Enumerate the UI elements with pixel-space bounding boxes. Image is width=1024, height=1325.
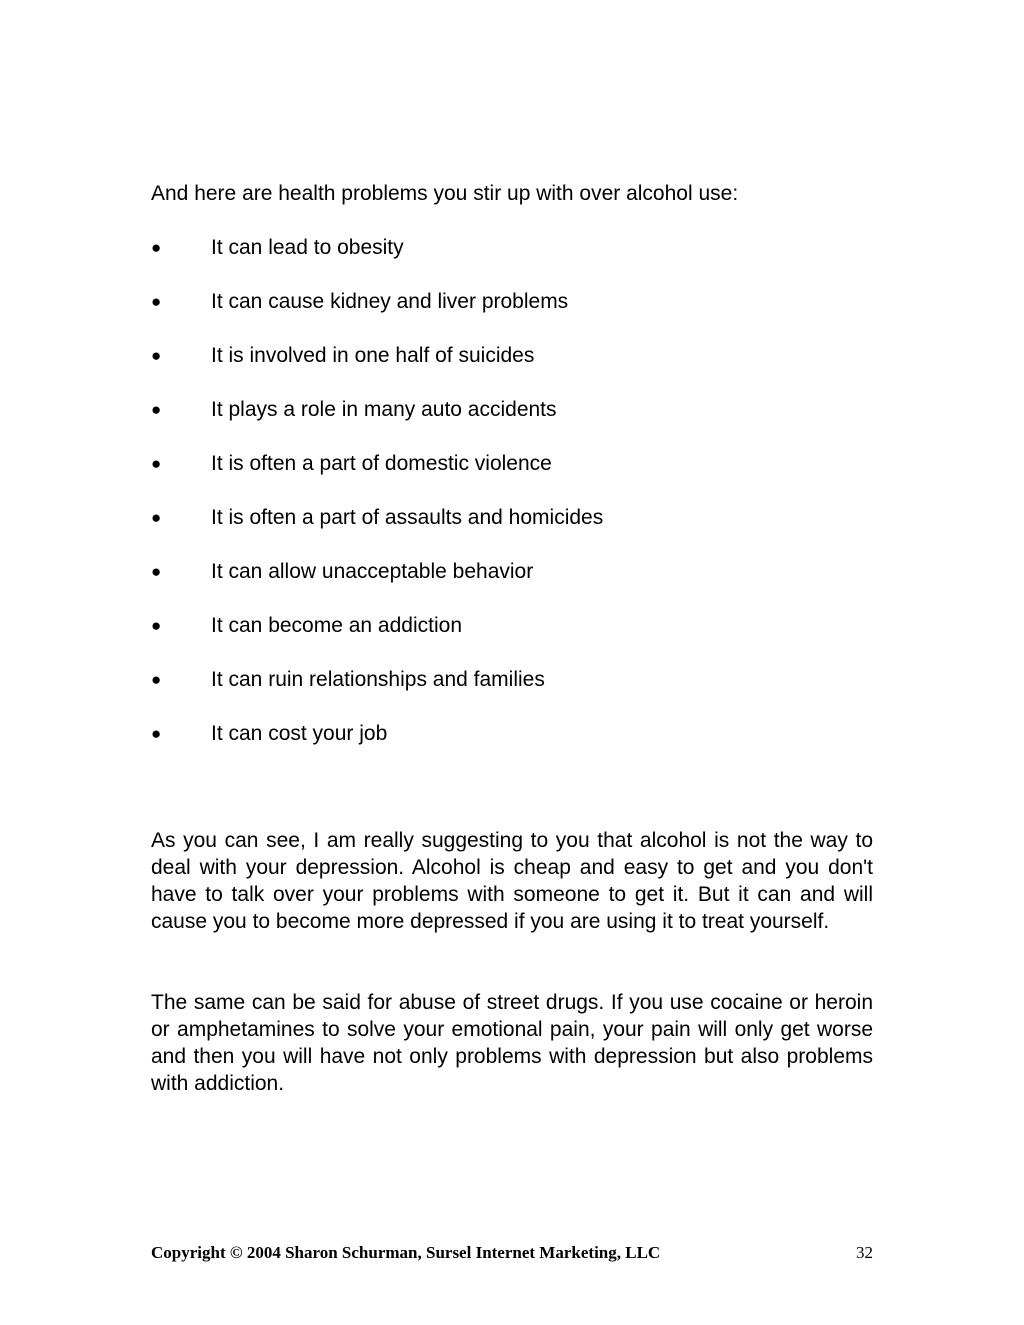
- bullet-icon: ●: [151, 616, 162, 635]
- list-item-text: It can become an addiction: [211, 614, 462, 637]
- list-item-text: It can ruin relationships and families: [211, 668, 545, 691]
- list-item-text: It is involved in one half of suicides: [211, 344, 535, 367]
- body-paragraph-alcohol: As you can see, I am really suggesting to you that alcohol is not the way to deal with your depression. Alcohol is cheap and easy to get and you don't have to talk over your problems with someone to get it. But it can and will cause you to become more depressed if you are using it to treat yourself.: [151, 829, 873, 933]
- page-number: 32: [856, 1243, 873, 1262]
- bullet-icon: ●: [151, 454, 162, 473]
- bullet-icon: ●: [151, 400, 162, 419]
- bullet-icon: ●: [151, 724, 162, 743]
- list-item-text: It can lead to obesity: [211, 236, 404, 259]
- body-paragraph-street-drugs: The same can be said for abuse of street drugs. If you use cocaine or heroin or amphetamines to solve your emotional pain, your pain will only get worse and then you will have not only problems with depression but also problems with addiction.: [151, 991, 873, 1095]
- bullet-icon: ●: [151, 238, 162, 257]
- bullet-icon: ●: [151, 562, 162, 581]
- list-item-text: It plays a role in many auto accidents: [211, 398, 557, 421]
- list-item-text: It can allow unacceptable behavior: [211, 560, 534, 583]
- intro-sentence: And here are health problems you stir up with over alcohol use:: [151, 182, 739, 205]
- list-item-text: It is often a part of domestic violence: [211, 452, 552, 475]
- list-item-text: It can cause kidney and liver problems: [211, 290, 569, 313]
- list-item-text: It can cost your job: [211, 722, 388, 745]
- footer-copyright: Copyright © 2004 Sharon Schurman, Sursel Internet Marketing, LLC: [151, 1243, 661, 1262]
- bullet-icon: ●: [151, 508, 162, 527]
- bullet-icon: ●: [151, 346, 162, 365]
- list-item-text: It is often a part of assaults and homicides: [211, 506, 604, 529]
- bullet-icon: ●: [151, 670, 162, 689]
- bullet-icon: ●: [151, 292, 162, 311]
